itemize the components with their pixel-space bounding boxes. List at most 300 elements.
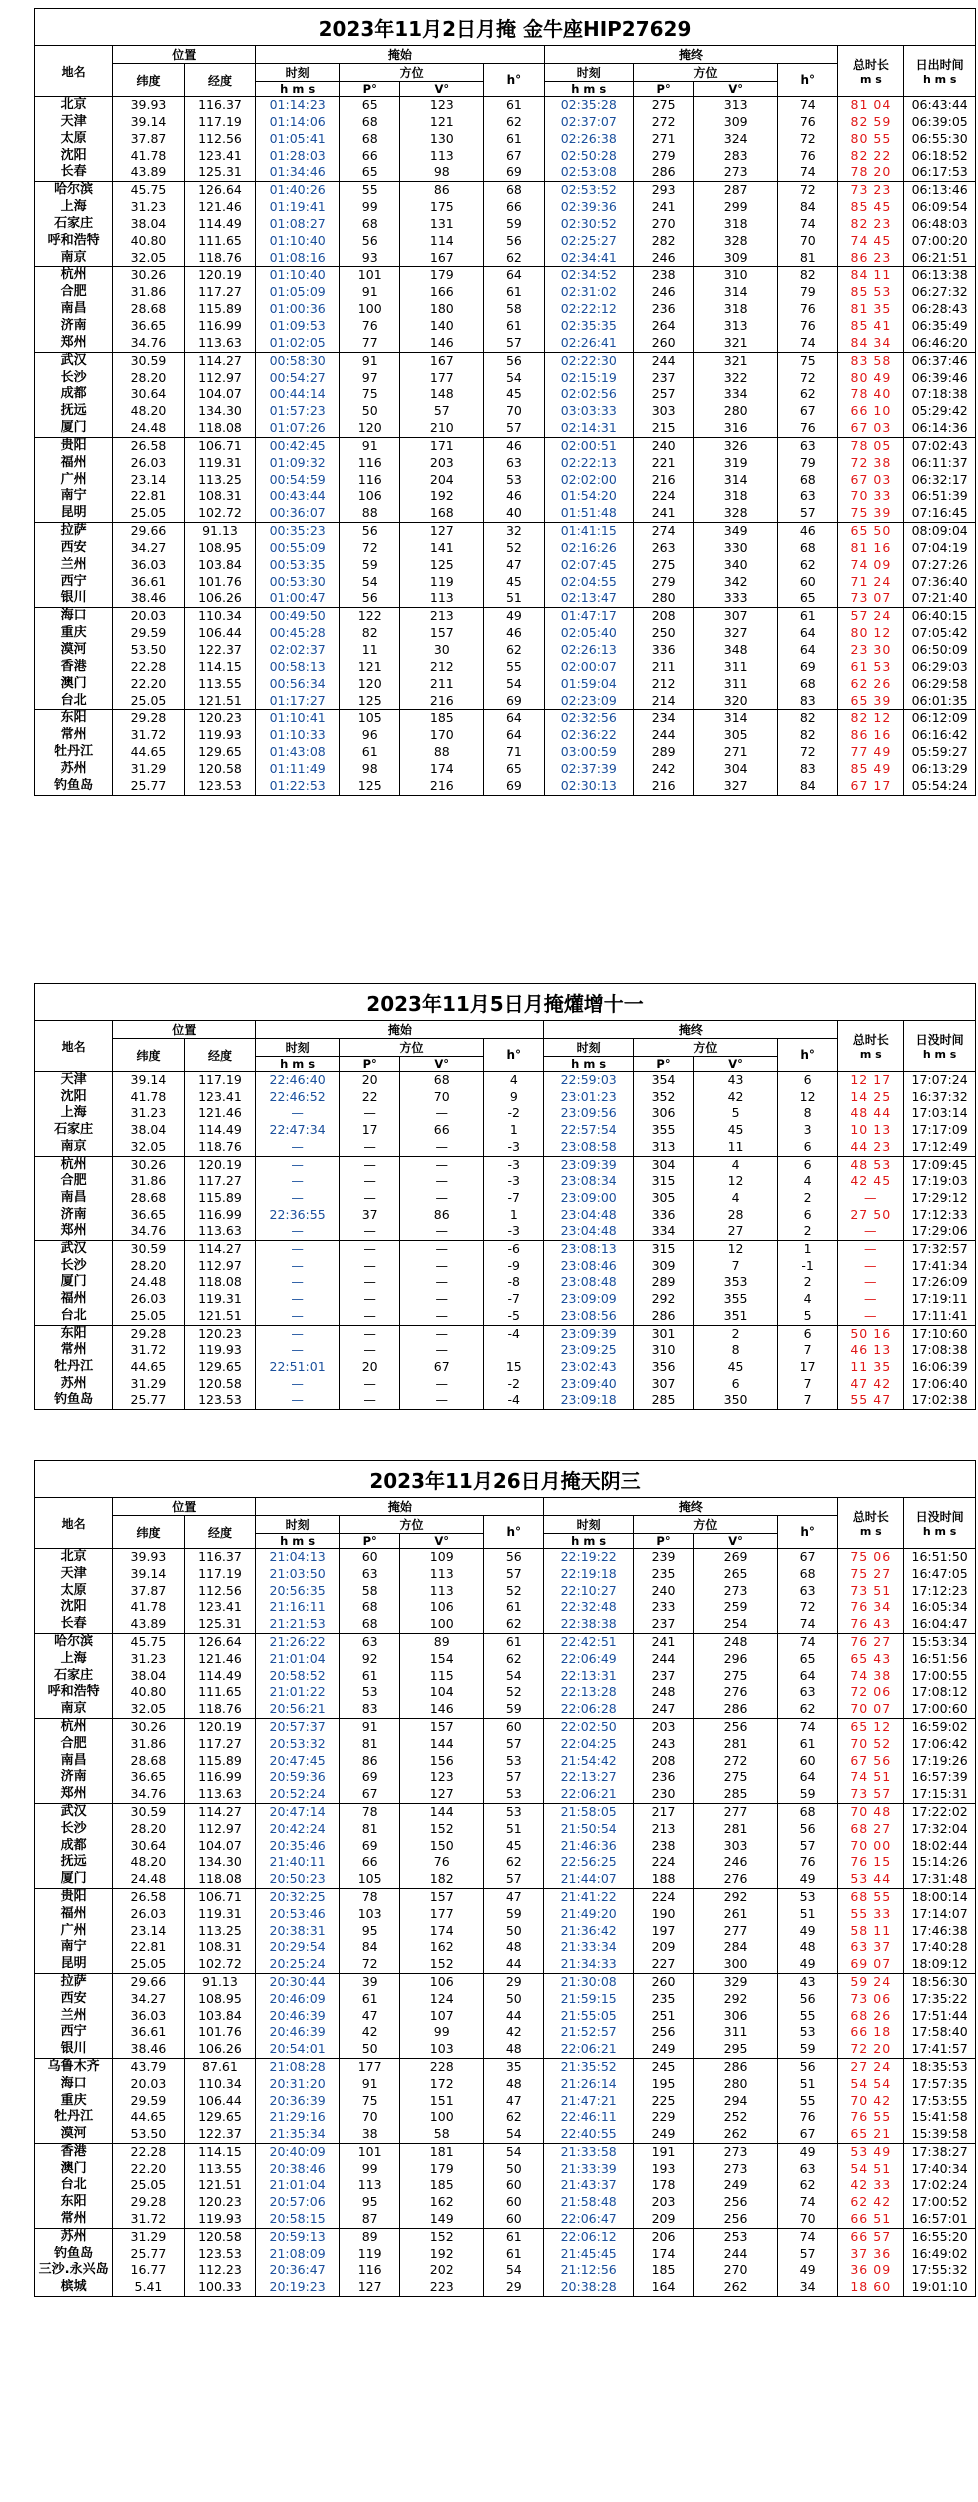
end-h: 74: [777, 2194, 837, 2211]
begin-p: 50: [340, 2041, 400, 2058]
begin-v: 177: [400, 1906, 484, 1923]
end-h: 4: [777, 1291, 837, 1308]
header-end-time: 时刻: [544, 64, 633, 82]
end-p: 240: [633, 1583, 693, 1600]
longitude: 121.51: [184, 2177, 256, 2194]
header-lat: 纬度: [113, 1039, 185, 1072]
place-name: 石家庄: [35, 216, 113, 233]
longitude: 119.93: [184, 1342, 256, 1359]
table-row: [35, 284, 976, 301]
end-p: 237: [633, 1668, 693, 1685]
begin-p: 61: [340, 1991, 400, 2008]
end-time: 21:55:05: [544, 2008, 633, 2025]
begin-h: -7: [484, 1190, 544, 1207]
begin-h: 4: [484, 1072, 544, 1089]
longitude: 113.55: [184, 676, 256, 693]
end-h: 6: [777, 1072, 837, 1089]
end-v: 294: [694, 2093, 778, 2110]
table-row: [35, 1207, 976, 1224]
begin-time: —: [256, 1139, 340, 1156]
sun-time: 17:10:60: [904, 1325, 976, 1342]
begin-v: 70: [400, 1089, 484, 1106]
table-row: [35, 1651, 976, 1668]
header-begin-time: 时刻: [256, 1039, 340, 1057]
begin-h: -9: [484, 1258, 544, 1275]
begin-p: 125: [340, 693, 400, 710]
end-h: 49: [777, 2143, 837, 2160]
longitude: 87.61: [184, 2058, 256, 2075]
end-h: 72: [778, 370, 838, 387]
header-sun-unit: h m s: [922, 1525, 957, 1538]
place-name: 槟城: [35, 2279, 113, 2296]
place-name: 苏州: [35, 761, 113, 778]
end-time: 21:33:34: [544, 1939, 633, 1956]
end-time: 01:51:48: [544, 505, 633, 522]
end-time: 02:00:51: [544, 437, 633, 454]
place-name: 台北: [35, 1308, 113, 1325]
end-time: 02:53:08: [544, 164, 633, 181]
longitude: 112.97: [184, 1821, 256, 1838]
begin-p: 75: [340, 386, 400, 403]
header-duration: [838, 1498, 904, 1549]
begin-h: 63: [484, 455, 544, 472]
sun-time: 06:14:36: [904, 420, 976, 437]
begin-v: —: [400, 1274, 484, 1291]
begin-h: 53: [484, 472, 544, 489]
end-v: 310: [694, 267, 778, 284]
end-p: 233: [633, 1599, 693, 1616]
place-name: 郑州: [35, 1223, 113, 1240]
sun-time: 17:26:09: [904, 1274, 976, 1291]
table-row: [35, 1718, 976, 1735]
end-v: 273: [694, 2143, 778, 2160]
place-name: 常州: [35, 1342, 113, 1359]
begin-h: 70: [484, 403, 544, 420]
end-time: 02:25:27: [544, 233, 633, 250]
duration: 68 55: [838, 1888, 904, 1905]
sun-time: 06:48:03: [904, 216, 976, 233]
duration: 72 06: [838, 1684, 904, 1701]
latitude: 26.58: [113, 437, 185, 454]
begin-h: 49: [484, 608, 544, 625]
begin-p: 97: [340, 370, 400, 387]
end-v: 248: [694, 1633, 778, 1650]
place-name: 银川: [35, 2041, 113, 2058]
begin-p: —: [340, 1156, 400, 1173]
table-row: [35, 727, 976, 744]
begin-time: 20:46:39: [256, 2008, 340, 2025]
table-row: [35, 2262, 976, 2279]
begin-p: —: [340, 1392, 400, 1409]
begin-p: 20: [340, 1072, 400, 1089]
longitude: 120.58: [184, 2228, 256, 2245]
end-p: 244: [633, 727, 693, 744]
end-v: 328: [694, 505, 778, 522]
begin-v: 210: [400, 420, 484, 437]
end-p: 211: [633, 659, 693, 676]
sun-time: 07:04:19: [904, 540, 976, 557]
place-name: 南京: [35, 1701, 113, 1718]
table-row: [35, 710, 976, 727]
begin-time: 21:16:11: [256, 1599, 340, 1616]
begin-p: 53: [340, 1684, 400, 1701]
begin-time: 20:58:15: [256, 2211, 340, 2228]
duration: 70 00: [838, 1838, 904, 1855]
table-row: [35, 1633, 976, 1650]
table-row: [35, 455, 976, 472]
duration: —: [838, 1258, 904, 1275]
begin-h: 57: [484, 1871, 544, 1888]
end-time: 22:06:21: [544, 2041, 633, 2058]
end-v: 11: [694, 1139, 778, 1156]
place-name: 常州: [35, 727, 113, 744]
latitude: 31.29: [113, 2228, 185, 2245]
end-v: 328: [694, 233, 778, 250]
longitude: 112.56: [184, 1583, 256, 1600]
begin-v: 204: [400, 472, 484, 489]
place-name: 福州: [35, 455, 113, 472]
header-duration-unit: m s: [859, 73, 882, 86]
begin-time: 00:44:14: [256, 386, 340, 403]
end-p: 191: [633, 2143, 693, 2160]
duration: —: [838, 1190, 904, 1207]
begin-p: —: [340, 1308, 400, 1325]
place-name: 牡丹江: [35, 1359, 113, 1376]
end-time: 22:06:28: [544, 1701, 633, 1718]
header-sun-unit: h m s: [922, 73, 957, 86]
end-time: 03:00:59: [544, 744, 633, 761]
sun-time: 16:49:02: [904, 2246, 976, 2263]
duration: 36 09: [838, 2262, 904, 2279]
table-row: [35, 1753, 976, 1770]
place-name: 乌鲁木齐: [35, 2058, 113, 2075]
begin-h: 52: [484, 1583, 544, 1600]
begin-v: 123: [400, 1769, 484, 1786]
end-h: 2: [777, 1190, 837, 1207]
begin-time: 20:50:23: [256, 1871, 340, 1888]
end-time: 02:35:35: [544, 318, 633, 335]
longitude: 122.37: [184, 642, 256, 659]
end-p: 293: [633, 182, 693, 199]
end-time: 22:13:27: [544, 1769, 633, 1786]
place-name: 成都: [35, 1838, 113, 1855]
begin-time: 21:29:16: [256, 2109, 340, 2126]
end-h: 1: [777, 1241, 837, 1258]
latitude: 44.65: [113, 1359, 185, 1376]
duration: 27 50: [838, 1207, 904, 1224]
sun-time: 15:39:58: [904, 2126, 976, 2143]
end-time: 23:08:48: [544, 1274, 633, 1291]
duration: 74 38: [838, 1668, 904, 1685]
sun-time: 06:29:58: [904, 676, 976, 693]
end-time: 02:31:02: [544, 284, 633, 301]
begin-p: —: [340, 1105, 400, 1122]
begin-h: 48: [484, 2076, 544, 2093]
latitude: 34.76: [113, 335, 185, 352]
end-v: 321: [694, 352, 778, 369]
begin-v: 113: [400, 1583, 484, 1600]
begin-v: 175: [400, 199, 484, 216]
table-row: [35, 778, 976, 795]
duration: 74 45: [838, 233, 904, 250]
end-v: 286: [694, 1701, 778, 1718]
longitude: 106.44: [184, 625, 256, 642]
begin-time: 00:54:27: [256, 370, 340, 387]
end-h: 63: [778, 488, 838, 505]
table-row: [35, 2211, 976, 2228]
place-name: 上海: [35, 1651, 113, 1668]
sun-time: 17:53:55: [904, 2093, 976, 2110]
end-p: 336: [633, 642, 693, 659]
duration: 73 57: [838, 1786, 904, 1803]
place-name: 贵阳: [35, 437, 113, 454]
end-p: 275: [633, 97, 693, 114]
begin-h: 58: [484, 301, 544, 318]
begin-p: 89: [340, 2228, 400, 2245]
place-name: 济南: [35, 1207, 113, 1224]
duration: 59 24: [838, 1973, 904, 1990]
end-v: 321: [694, 335, 778, 352]
table-row: [35, 1139, 976, 1156]
place-name: 兰州: [35, 557, 113, 574]
end-h: 81: [778, 250, 838, 267]
end-v: 254: [694, 1616, 778, 1633]
table-row: [35, 1566, 976, 1583]
latitude: 29.66: [113, 523, 185, 540]
table-row: [35, 472, 976, 489]
latitude: 43.89: [113, 164, 185, 181]
table-row: [35, 1291, 976, 1308]
end-time: 01:41:15: [544, 523, 633, 540]
header-place: 地名: [35, 1021, 113, 1072]
begin-v: 151: [400, 2093, 484, 2110]
header-duration-label: 总时长: [852, 58, 889, 72]
begin-h: 62: [484, 1854, 544, 1871]
place-name: 上海: [35, 199, 113, 216]
begin-h: 61: [484, 318, 544, 335]
header-begin-h: h°: [484, 1039, 544, 1072]
end-time: 21:44:07: [544, 1871, 633, 1888]
sun-time: 18:09:12: [904, 1956, 976, 1973]
table-title: 2023年11月26日月掩天阴三: [35, 1461, 976, 1498]
begin-p: 119: [340, 2246, 400, 2263]
place-name: 苏州: [35, 1376, 113, 1393]
begin-p: 65: [340, 97, 400, 114]
end-time: 02:02:56: [544, 386, 633, 403]
sun-time: 06:27:32: [904, 284, 976, 301]
end-p: 225: [633, 2093, 693, 2110]
begin-v: —: [400, 1223, 484, 1240]
longitude: 121.46: [184, 1105, 256, 1122]
longitude: 120.23: [184, 1325, 256, 1342]
begin-p: 61: [340, 1668, 400, 1685]
longitude: 112.97: [184, 370, 256, 387]
end-p: 352: [633, 1089, 693, 1106]
latitude: 53.50: [113, 642, 185, 659]
begin-time: 20:32:25: [256, 1888, 340, 1905]
end-time: 21:41:22: [544, 1888, 633, 1905]
end-time: 20:38:28: [544, 2279, 633, 2296]
end-p: 271: [633, 131, 693, 148]
header-duration-unit: m s: [859, 1048, 882, 1061]
begin-time: —: [256, 1156, 340, 1173]
latitude: 29.66: [113, 1973, 185, 1990]
place-name: 武汉: [35, 352, 113, 369]
end-v: 350: [694, 1392, 778, 1409]
end-time: 02:35:28: [544, 97, 633, 114]
place-name: 长沙: [35, 370, 113, 387]
place-name: 东阳: [35, 1325, 113, 1342]
longitude: 120.19: [184, 267, 256, 284]
place-name: 长沙: [35, 1821, 113, 1838]
end-h: 74: [777, 1633, 837, 1650]
place-name: 沈阳: [35, 148, 113, 165]
begin-p: 105: [340, 1871, 400, 1888]
begin-h: 61: [484, 284, 544, 301]
sun-time: 08:09:04: [904, 523, 976, 540]
latitude: 28.20: [113, 1258, 185, 1275]
table-row: [35, 488, 976, 505]
end-p: 286: [633, 1308, 693, 1325]
sun-time: 16:55:20: [904, 2228, 976, 2245]
begin-time: 01:08:27: [256, 216, 340, 233]
duration: —: [838, 1241, 904, 1258]
longitude: 119.31: [184, 1291, 256, 1308]
end-v: 275: [694, 1668, 778, 1685]
end-h: 2: [777, 1274, 837, 1291]
end-h: 76: [777, 1854, 837, 1871]
latitude: 32.05: [113, 250, 185, 267]
end-p: 208: [633, 1753, 693, 1770]
longitude: 102.72: [184, 505, 256, 522]
duration: 74 51: [838, 1769, 904, 1786]
duration: —: [838, 1308, 904, 1325]
sun-time: 17:32:57: [904, 1241, 976, 1258]
end-v: 340: [694, 557, 778, 574]
begin-time: 20:57:37: [256, 1718, 340, 1735]
end-p: 305: [633, 1190, 693, 1207]
longitude: 101.76: [184, 2024, 256, 2041]
end-h: 6: [777, 1325, 837, 1342]
end-h: 74: [778, 97, 838, 114]
end-p: 279: [633, 148, 693, 165]
begin-v: 185: [400, 2177, 484, 2194]
end-time: 23:09:25: [544, 1342, 633, 1359]
latitude: 40.80: [113, 1684, 185, 1701]
place-name: 贵阳: [35, 1888, 113, 1905]
header-end: 掩终: [544, 1498, 838, 1516]
end-p: 315: [633, 1173, 693, 1190]
begin-v: 113: [400, 590, 484, 607]
table-title: 2023年11月5日月掩爟增十一: [35, 984, 976, 1021]
begin-v: 154: [400, 1651, 484, 1668]
latitude: 34.27: [113, 540, 185, 557]
duration: 48 53: [838, 1156, 904, 1173]
table-row: [35, 1122, 976, 1139]
begin-p: 99: [340, 199, 400, 216]
sun-time: 17:57:35: [904, 2076, 976, 2093]
longitude: 115.89: [184, 301, 256, 318]
begin-v: 149: [400, 2211, 484, 2228]
latitude: 36.61: [113, 574, 185, 591]
begin-v: 115: [400, 1668, 484, 1685]
table-row: [35, 1821, 976, 1838]
end-time: 22:13:28: [544, 1684, 633, 1701]
header-end: 掩终: [544, 46, 838, 64]
sun-time: 18:00:14: [904, 1888, 976, 1905]
begin-time: —: [256, 1392, 340, 1409]
begin-v: 150: [400, 1838, 484, 1855]
begin-h: 67: [484, 148, 544, 165]
begin-v: 125: [400, 557, 484, 574]
end-p: 249: [633, 2041, 693, 2058]
end-time: 02:23:09: [544, 693, 633, 710]
longitude: 117.27: [184, 284, 256, 301]
header-sun-label: 日没时间: [915, 1510, 964, 1524]
header-begin-hms: h m s: [256, 1534, 340, 1549]
duration: 10 13: [838, 1122, 904, 1139]
end-p: 238: [633, 1838, 693, 1855]
duration: 42 33: [838, 2177, 904, 2194]
place-name: 天津: [35, 1566, 113, 1583]
begin-time: 01:17:27: [256, 693, 340, 710]
begin-time: —: [256, 1173, 340, 1190]
begin-time: 20:40:09: [256, 2143, 340, 2160]
place-name: 哈尔滨: [35, 1633, 113, 1650]
header-duration-unit: m s: [859, 1525, 882, 1538]
begin-v: 156: [400, 1753, 484, 1770]
begin-v: 211: [400, 676, 484, 693]
duration: 18 60: [838, 2279, 904, 2296]
latitude: 32.05: [113, 1701, 185, 1718]
table-row: [35, 1549, 976, 1566]
begin-h: 47: [484, 2093, 544, 2110]
end-v: 318: [694, 488, 778, 505]
begin-h: 48: [484, 1939, 544, 1956]
end-time: 02:13:47: [544, 590, 633, 607]
begin-time: 01:11:49: [256, 761, 340, 778]
begin-v: —: [400, 1342, 484, 1359]
end-time: 23:08:46: [544, 1258, 633, 1275]
duration: 75 06: [838, 1549, 904, 1566]
begin-time: 22:46:40: [256, 1072, 340, 1089]
end-h: 59: [777, 1786, 837, 1803]
begin-p: —: [340, 1342, 400, 1359]
end-v: 12: [694, 1173, 778, 1190]
end-h: 79: [778, 284, 838, 301]
table-row: [35, 744, 976, 761]
table-row: [35, 1190, 976, 1207]
duration: 67 03: [838, 472, 904, 489]
latitude: 39.14: [113, 1566, 185, 1583]
header-begin-h: h°: [484, 1516, 544, 1549]
end-v: 348: [694, 642, 778, 659]
begin-p: 66: [340, 1854, 400, 1871]
table-row: [35, 164, 976, 181]
table-row: [35, 2008, 976, 2025]
end-time: 21:43:37: [544, 2177, 633, 2194]
sun-time: 17:15:31: [904, 1786, 976, 1803]
duration: 80 55: [838, 131, 904, 148]
end-v: 270: [694, 2262, 778, 2279]
begin-p: 55: [340, 182, 400, 199]
sun-time: 17:06:42: [904, 1736, 976, 1753]
begin-v: 68: [400, 1072, 484, 1089]
duration: 57 24: [838, 608, 904, 625]
duration: 85 53: [838, 284, 904, 301]
place-name: 漠河: [35, 642, 113, 659]
sun-time: 17:14:07: [904, 1906, 976, 1923]
